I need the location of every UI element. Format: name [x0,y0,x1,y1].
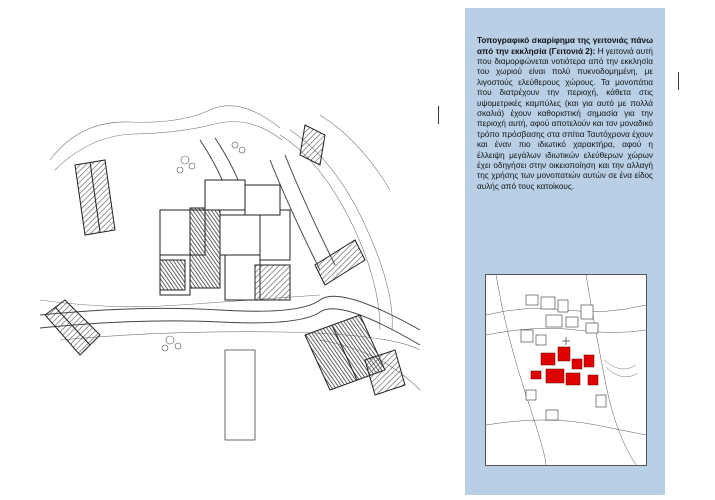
central-cluster [160,180,290,300]
caption-panel [465,8,665,495]
house-bottom-left [45,300,100,355]
lower-plot [225,350,255,440]
church-cross [562,337,570,345]
topographic-sketch [20,100,440,480]
house-right [315,240,365,285]
caption-title: Τοπογραφικό σκαρίφημα της γειτονιάς πάνω από την εκκλησία (Γειτονιά 2): [477,36,653,56]
caption-body: Η γειτονιά αυτή που διαμορφώνεται νοτιότερα από την εκκλησία του χωριού είναι πολύ πυκνοδομημένη, με λιγοστούς ελεύθερους χώρους. Τα μονοπάτια που διατρέχουν την περιοχή, κάθετα στις υψομετρικές καμπύλες (και για αυτό με πολλά σκαλιά) έχουν καθοριστική σημασία για την περιοχή αυτή, αφού αποτελούν και τον μοναδικό τρόπο πρόσβασης στα σπίτια Ταυτόχρονα έχουν και έναν πιο ιδιωτικό χαρακτήρα, αφού η έλλειψη μεγάλων ιδιωτικών ελεύθερων χώρων έχει οδηγήσει στην οικειοποίηση και την αλλαγή της χρήσης των μονοπατιών αυτών σε ένα είδος αυλής από τους κατοίκους. [477,46,653,191]
highlighted-neighbourhood [531,347,598,385]
location-map [485,274,647,466]
house-bottom-right [305,315,405,395]
house-top-left [75,160,115,235]
location-map-drawing [486,275,646,465]
house-top-right [300,125,325,165]
margin-mark-right [678,72,679,90]
caption-text [477,36,653,192]
